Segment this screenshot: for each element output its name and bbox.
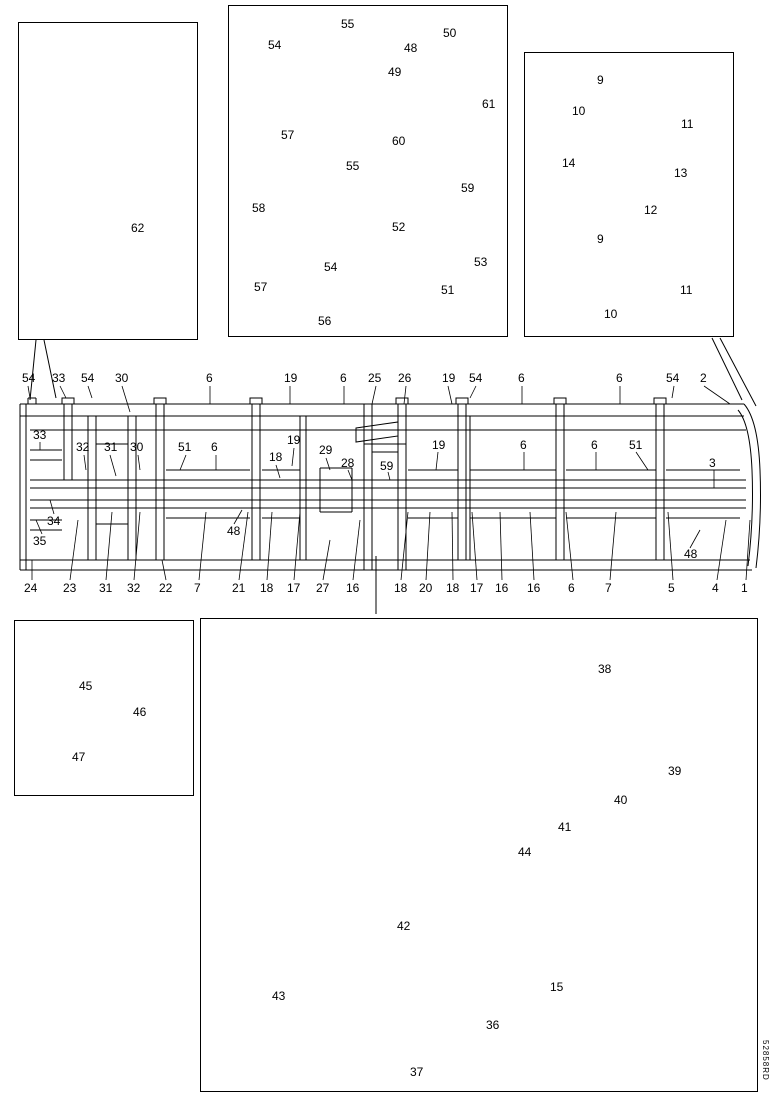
callout-frame-inner-3: 30 [130, 440, 144, 454]
callout-frame-top-5: 19 [284, 371, 298, 385]
callout-13: 13 [674, 166, 688, 180]
callout-15: 15 [550, 980, 564, 994]
callout-frame-top-7: 25 [368, 371, 382, 385]
callout-49: 49 [388, 65, 402, 79]
callout-10-b: 10 [604, 307, 618, 321]
callout-frame-top-13: 54 [666, 371, 680, 385]
callout-11-b: 11 [680, 283, 693, 297]
panel-upper-right [524, 52, 734, 337]
callout-frame-inner-12: 6 [520, 438, 527, 452]
panel-upper-center [228, 5, 508, 337]
callout-frame-bottom-3: 32 [127, 581, 141, 595]
callout-41: 41 [558, 820, 572, 834]
callout-45: 45 [79, 679, 93, 693]
callout-43: 43 [272, 989, 286, 1003]
callout-42: 42 [397, 919, 411, 933]
callout-frame-bottom-6: 21 [232, 581, 246, 595]
callout-frame-inner-13: 6 [591, 438, 598, 452]
callout-frame-top-8: 26 [398, 371, 412, 385]
callout-46: 46 [133, 705, 147, 719]
callout-62: 62 [131, 221, 145, 235]
callout-60: 60 [392, 134, 406, 148]
callout-frame-inner-19: 48 [684, 547, 698, 561]
callout-frame-bottom-0: 24 [24, 581, 38, 595]
callout-58: 58 [252, 201, 266, 215]
callout-frame-bottom-19: 5 [668, 581, 675, 595]
callout-frame-bottom-5: 7 [194, 581, 201, 595]
callout-9-b: 9 [597, 232, 604, 246]
callout-12: 12 [644, 203, 658, 217]
callout-52: 52 [392, 220, 406, 234]
callout-44: 44 [518, 845, 532, 859]
art-panel-leaders [30, 338, 756, 614]
callout-frame-top-1: 33 [52, 371, 66, 385]
callout-frame-top-4: 6 [206, 371, 213, 385]
callout-frame-top-3: 30 [115, 371, 129, 385]
callout-frame-inner-5: 6 [211, 440, 218, 454]
callout-frame-inner-4: 51 [178, 440, 192, 454]
panel-lower-right [200, 618, 758, 1092]
callout-14: 14 [562, 156, 576, 170]
callout-54-b: 54 [324, 260, 338, 274]
callout-55-b: 55 [346, 159, 360, 173]
callout-frame-bottom-10: 16 [346, 581, 360, 595]
callout-frame-bottom-9: 27 [316, 581, 330, 595]
callout-frame-inner-9: 28 [341, 456, 355, 470]
callout-59-a: 59 [461, 181, 475, 195]
callout-9-a: 9 [597, 73, 604, 87]
panel-upper-left [18, 22, 198, 340]
callout-51-a: 51 [441, 283, 455, 297]
callout-54-a: 54 [268, 38, 282, 52]
callout-53: 53 [474, 255, 488, 269]
callout-frame-bottom-1: 23 [63, 581, 77, 595]
callout-39: 39 [668, 764, 682, 778]
callout-frame-inner-11: 19 [432, 438, 446, 452]
callout-frame-bottom-4: 22 [159, 581, 173, 595]
callout-frame-top-12: 6 [616, 371, 623, 385]
callout-11-a: 11 [681, 117, 694, 131]
callout-frame-inner-7: 18 [269, 450, 283, 464]
callout-frame-bottom-12: 20 [419, 581, 433, 595]
callout-48: 48 [404, 41, 418, 55]
callout-frame-bottom-20: 4 [712, 581, 719, 595]
callout-frame-top-6: 6 [340, 371, 347, 385]
callout-frame-top-2: 54 [81, 371, 95, 385]
callout-57-a: 57 [281, 128, 295, 142]
callout-38: 38 [598, 662, 612, 676]
callout-37: 37 [410, 1065, 424, 1079]
callout-frame-bottom-21: 1 [741, 581, 748, 595]
drawing-number: 52858RD [761, 1040, 770, 1081]
callout-frame-inner-18: 48 [227, 524, 241, 538]
callout-frame-bottom-15: 16 [495, 581, 509, 595]
callout-55-a: 55 [341, 17, 355, 31]
callout-frame-bottom-14: 17 [470, 581, 484, 595]
callout-frame-inner-15: 3 [709, 456, 716, 470]
callout-frame-inner-1: 32 [76, 440, 90, 454]
art-frame-leaders [28, 386, 750, 580]
callout-10-a: 10 [572, 104, 586, 118]
callout-47: 47 [72, 750, 86, 764]
callout-frame-top-10: 54 [469, 371, 483, 385]
callout-frame-inner-2: 31 [104, 440, 118, 454]
callout-frame-bottom-2: 31 [99, 581, 113, 595]
callout-frame-inner-16: 34 [47, 514, 61, 528]
callout-61: 61 [482, 97, 496, 111]
callout-36: 36 [486, 1018, 500, 1032]
callout-40: 40 [614, 793, 628, 807]
callout-frame-inner-14: 51 [629, 438, 643, 452]
callout-57-b: 57 [254, 280, 268, 294]
callout-56: 56 [318, 314, 332, 328]
callout-frame-top-0: 54 [22, 371, 36, 385]
callout-frame-inner-6: 19 [287, 433, 301, 447]
panel-lower-left [14, 620, 194, 796]
callout-frame-inner-10: 59 [380, 459, 394, 473]
callout-frame-bottom-8: 17 [287, 581, 301, 595]
callout-frame-inner-0: 33 [33, 428, 47, 442]
callout-frame-bottom-13: 18 [446, 581, 460, 595]
callout-frame-bottom-7: 18 [260, 581, 274, 595]
callout-frame-inner-8: 29 [319, 443, 333, 457]
callout-frame-bottom-17: 6 [568, 581, 575, 595]
callout-frame-bottom-18: 7 [605, 581, 612, 595]
callout-frame-bottom-16: 16 [527, 581, 541, 595]
callout-frame-top-14: 2 [700, 371, 707, 385]
callout-frame-bottom-11: 18 [394, 581, 408, 595]
callout-50: 50 [443, 26, 457, 40]
callout-frame-inner-17: 35 [33, 534, 47, 548]
art-main-frame [20, 398, 761, 570]
callout-frame-top-11: 6 [518, 371, 525, 385]
callout-frame-top-9: 19 [442, 371, 456, 385]
